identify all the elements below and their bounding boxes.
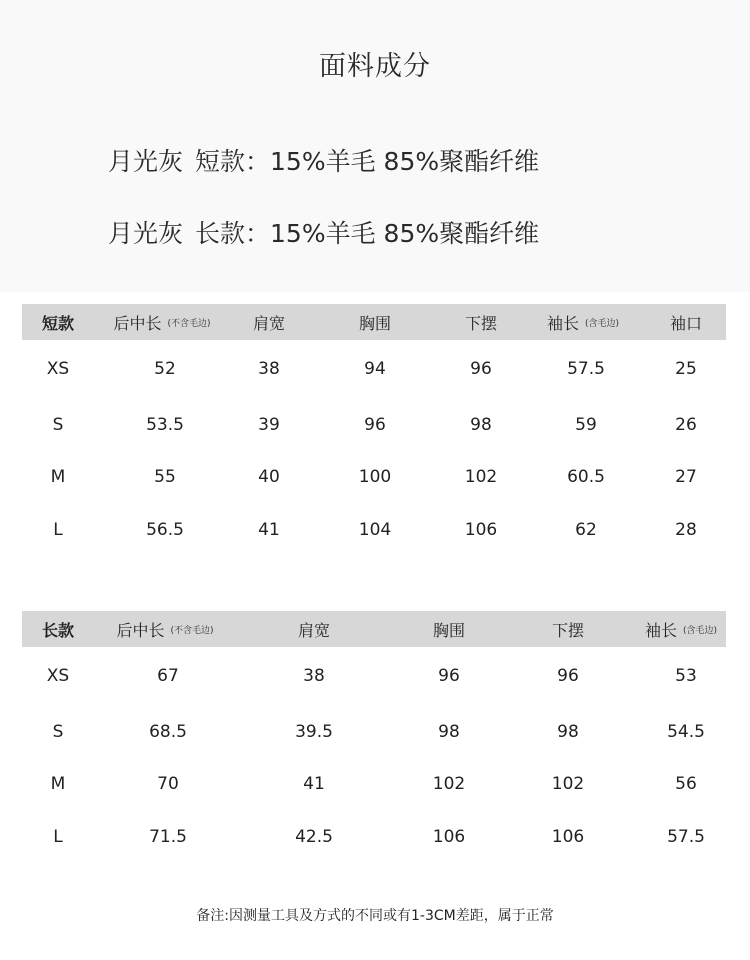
value-cell: 38 <box>258 359 280 380</box>
fabric-style: 短款： <box>195 147 271 176</box>
table-row <box>22 451 726 504</box>
header-cell: 后中长 (不含毛边) <box>113 313 211 333</box>
fabric-style: 长款： <box>195 219 271 248</box>
value-cell: 40 <box>258 467 280 488</box>
header-cell: 下摆 <box>464 313 498 333</box>
value-cell: 71.5 <box>149 826 187 847</box>
header-cell: 袖长 (含毛边) <box>644 620 718 640</box>
value-cell: 60.5 <box>567 467 605 488</box>
size-cell: XS <box>46 666 70 687</box>
value-cell: 53 <box>675 666 697 687</box>
value-cell: 57.5 <box>567 359 605 380</box>
value-cell: 67 <box>157 666 179 687</box>
size-cell: M <box>50 467 66 488</box>
value-cell: 62 <box>575 519 597 540</box>
table-header <box>22 304 726 340</box>
table-row <box>22 340 726 399</box>
value-cell: 39.5 <box>295 721 333 742</box>
header-cell: 短款 <box>41 313 75 333</box>
value-cell: 96 <box>438 666 460 687</box>
value-cell: 98 <box>470 414 492 435</box>
fabric-composition: 15%羊毛 85%聚酯纤维 <box>270 147 540 176</box>
value-cell: 59 <box>575 414 597 435</box>
value-cell: 25 <box>675 359 697 380</box>
footer-note: 备注:因测量工具及方式的不同或有1-3CM差距，属于正常 <box>196 908 554 924</box>
value-cell: 68.5 <box>149 721 187 742</box>
value-cell: 96 <box>364 414 386 435</box>
value-cell: 42.5 <box>295 826 333 847</box>
value-cell: 96 <box>557 666 579 687</box>
value-cell: 106 <box>551 826 585 847</box>
value-cell: 57.5 <box>667 826 705 847</box>
value-cell: 39 <box>258 414 280 435</box>
long-size-table <box>22 611 726 863</box>
value-cell: 104 <box>358 519 392 540</box>
value-cell: 27 <box>675 467 697 488</box>
size-cell: S <box>52 414 64 435</box>
value-cell: 41 <box>258 519 280 540</box>
table-row <box>22 647 726 706</box>
value-cell: 102 <box>551 774 585 795</box>
page-title: 面料成分 <box>319 51 431 82</box>
value-cell: 28 <box>675 519 697 540</box>
value-cell: 52 <box>154 359 176 380</box>
size-cell: XS <box>46 359 70 380</box>
value-cell: 70 <box>157 774 179 795</box>
fabric-composition: 15%羊毛 85%聚酯纤维 <box>270 219 540 248</box>
value-cell: 54.5 <box>667 721 705 742</box>
header-cell: 下摆 <box>551 620 585 640</box>
value-cell: 98 <box>557 721 579 742</box>
header-cell: 肩宽 <box>252 313 286 333</box>
size-cell: L <box>53 826 63 847</box>
fabric-color: 月光灰 <box>108 147 184 176</box>
table-row <box>22 758 726 811</box>
header-cell: 袖长 (含毛边) <box>546 313 620 333</box>
table-row <box>22 706 726 759</box>
size-cell: L <box>53 519 63 540</box>
value-cell: 102 <box>464 467 498 488</box>
table-row <box>22 504 726 557</box>
value-cell: 100 <box>358 467 392 488</box>
header-cell: 袖口 <box>669 313 703 333</box>
fabric-line-long <box>108 214 539 250</box>
header-cell: 胸围 <box>358 313 392 333</box>
header-cell: 肩宽 <box>297 620 331 640</box>
value-cell: 38 <box>303 666 325 687</box>
value-cell: 26 <box>675 414 697 435</box>
value-cell: 56.5 <box>146 519 184 540</box>
header-cell: 长款 <box>41 620 75 640</box>
table-row <box>22 399 726 452</box>
header-cell: 胸围 <box>432 620 466 640</box>
value-cell: 94 <box>364 359 386 380</box>
header-cell: 后中长 (不含毛边) <box>116 620 214 640</box>
fabric-line-short <box>108 142 539 178</box>
short-size-table <box>22 304 726 556</box>
size-cell: M <box>50 774 66 795</box>
value-cell: 106 <box>432 826 466 847</box>
table-header <box>22 611 726 647</box>
value-cell: 56 <box>675 774 697 795</box>
value-cell: 106 <box>464 519 498 540</box>
size-cell: S <box>52 721 64 742</box>
value-cell: 53.5 <box>146 414 184 435</box>
fabric-color: 月光灰 <box>108 219 184 248</box>
value-cell: 41 <box>303 774 325 795</box>
value-cell: 102 <box>432 774 466 795</box>
table-row <box>22 811 726 864</box>
value-cell: 55 <box>154 467 176 488</box>
value-cell: 96 <box>470 359 492 380</box>
value-cell: 98 <box>438 721 460 742</box>
